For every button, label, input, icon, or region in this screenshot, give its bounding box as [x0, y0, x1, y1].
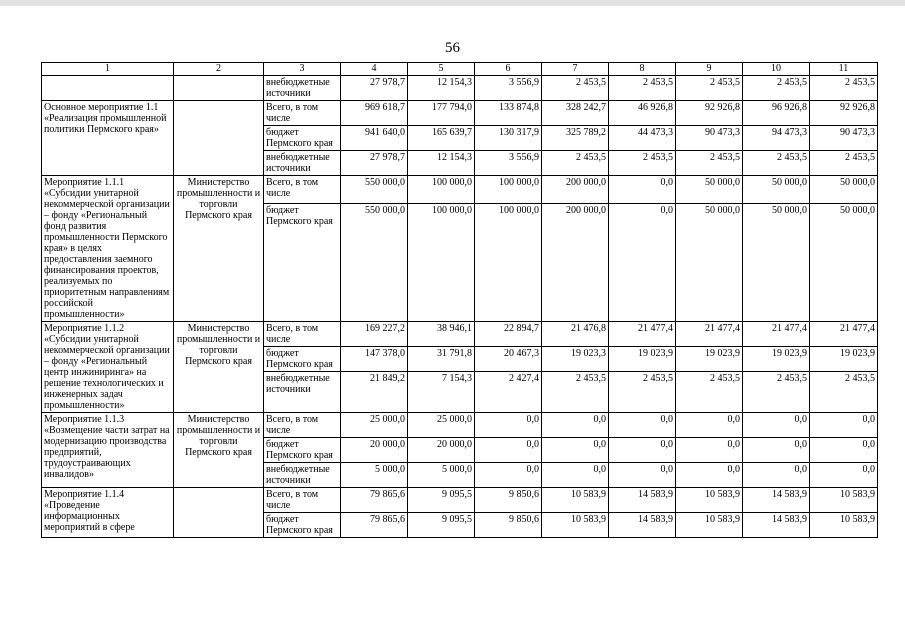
amount-cell: 5 000,0 [341, 463, 408, 488]
amount-cell: 941 640,0 [341, 126, 408, 151]
amount-cell: 0,0 [475, 438, 542, 463]
funding-source-cell: Всего, в том числе [264, 488, 341, 513]
amount-cell: 2 453,5 [542, 372, 609, 413]
funding-source-cell: внебюджетные источники [264, 151, 341, 176]
col-header: 6 [475, 63, 542, 76]
amount-cell: 20 000,0 [341, 438, 408, 463]
funding-source-cell: внебюджетные источники [264, 372, 341, 413]
amount-cell: 2 453,5 [676, 372, 743, 413]
funding-source-cell: Всего, в том числе [264, 101, 341, 126]
amount-cell: 0,0 [743, 438, 810, 463]
amount-cell: 9 850,6 [475, 488, 542, 513]
table-body [42, 76, 878, 538]
amount-cell: 19 023,9 [609, 347, 676, 372]
amount-cell: 0,0 [743, 413, 810, 438]
funding-source-cell: внебюджетные источники [264, 76, 341, 101]
amount-cell: 12 154,3 [408, 151, 475, 176]
amount-cell: 328 242,7 [542, 101, 609, 126]
amount-cell: 2 453,5 [609, 151, 676, 176]
activity-cell: Основное мероприятие 1.1 «Реализация промышленной политики Пермского края» [42, 101, 174, 176]
amount-cell: 31 791,8 [408, 347, 475, 372]
amount-cell: 25 000,0 [341, 413, 408, 438]
amount-cell: 5 000,0 [408, 463, 475, 488]
amount-cell: 2 453,5 [743, 76, 810, 101]
amount-cell: 2 453,5 [542, 76, 609, 101]
amount-cell: 0,0 [810, 438, 878, 463]
executor-cell [174, 101, 264, 176]
funding-source-cell: бюджет Пермского края [264, 513, 341, 538]
amount-cell: 133 874,8 [475, 101, 542, 126]
amount-cell: 94 473,3 [743, 126, 810, 151]
col-header: 9 [676, 63, 743, 76]
col-header: 4 [341, 63, 408, 76]
amount-cell: 177 794,0 [408, 101, 475, 126]
amount-cell: 14 583,9 [609, 488, 676, 513]
funding-source-cell: Всего, в том числе [264, 322, 341, 347]
amount-cell: 9 850,6 [475, 513, 542, 538]
amount-cell: 38 946,1 [408, 322, 475, 347]
funding-source-cell: Всего, в том числе [264, 413, 341, 438]
amount-cell: 90 473,3 [676, 126, 743, 151]
amount-cell: 25 000,0 [408, 413, 475, 438]
amount-cell: 10 583,9 [542, 488, 609, 513]
amount-cell: 44 473,3 [609, 126, 676, 151]
col-header: 1 [42, 63, 174, 76]
amount-cell: 550 000,0 [341, 204, 408, 322]
amount-cell: 50 000,0 [810, 176, 878, 204]
amount-cell: 27 978,7 [341, 76, 408, 101]
amount-cell: 2 453,5 [810, 76, 878, 101]
amount-cell: 165 639,7 [408, 126, 475, 151]
amount-cell: 79 865,6 [341, 513, 408, 538]
amount-cell: 130 317,9 [475, 126, 542, 151]
funding-source-cell: бюджет Пермского края [264, 347, 341, 372]
amount-cell: 21 849,2 [341, 372, 408, 413]
amount-cell: 100 000,0 [408, 204, 475, 322]
amount-cell: 325 789,2 [542, 126, 609, 151]
executor-cell: Министерство промышленности и торговли Пермского края [174, 413, 264, 488]
table-row [42, 413, 878, 438]
amount-cell: 50 000,0 [743, 204, 810, 322]
amount-cell: 50 000,0 [676, 176, 743, 204]
table-row [42, 101, 878, 126]
amount-cell: 0,0 [676, 413, 743, 438]
activity-cell: Мероприятие 1.1.4 «Проведение информационных мероприятий в сфере [42, 488, 174, 538]
col-header: 10 [743, 63, 810, 76]
amount-cell: 0,0 [609, 463, 676, 488]
col-header: 8 [609, 63, 676, 76]
table-row [42, 176, 878, 204]
amount-cell: 79 865,6 [341, 488, 408, 513]
amount-cell: 90 473,3 [810, 126, 878, 151]
amount-cell: 21 477,4 [676, 322, 743, 347]
amount-cell: 0,0 [542, 463, 609, 488]
amount-cell: 2 453,5 [810, 151, 878, 176]
amount-cell: 169 227,2 [341, 322, 408, 347]
amount-cell: 10 583,9 [676, 488, 743, 513]
amount-cell: 21 477,4 [810, 322, 878, 347]
table-row [42, 488, 878, 513]
col-header: 7 [542, 63, 609, 76]
funding-source-cell: внебюджетные источники [264, 463, 341, 488]
amount-cell: 92 926,8 [810, 101, 878, 126]
amount-cell: 2 453,5 [676, 76, 743, 101]
amount-cell: 50 000,0 [743, 176, 810, 204]
amount-cell: 100 000,0 [475, 176, 542, 204]
amount-cell: 0,0 [475, 463, 542, 488]
activity-cell: Мероприятие 1.1.2 «Субсидии унитарной некоммерческой организации – фонду «Региональный центр инжиниринга» на решение технологических и инженерных задач промышленности» [42, 322, 174, 413]
amount-cell: 0,0 [676, 438, 743, 463]
funding-source-cell: бюджет Пермского края [264, 204, 341, 322]
amount-cell: 100 000,0 [475, 204, 542, 322]
amount-cell: 3 556,9 [475, 151, 542, 176]
activity-cell: Мероприятие 1.1.3 «Возмещение части затрат на модернизацию производства предприятий, трудоустраивающих инвалидов» [42, 413, 174, 488]
amount-cell: 21 477,4 [743, 322, 810, 347]
amount-cell: 92 926,8 [676, 101, 743, 126]
amount-cell: 21 476,8 [542, 322, 609, 347]
amount-cell: 19 023,9 [676, 347, 743, 372]
amount-cell: 9 095,5 [408, 488, 475, 513]
amount-cell: 100 000,0 [408, 176, 475, 204]
amount-cell: 200 000,0 [542, 204, 609, 322]
amount-cell: 10 583,9 [676, 513, 743, 538]
amount-cell: 10 583,9 [810, 513, 878, 538]
amount-cell: 0,0 [810, 463, 878, 488]
amount-cell: 19 023,9 [743, 347, 810, 372]
amount-cell: 0,0 [609, 438, 676, 463]
executor-cell [174, 488, 264, 538]
amount-cell: 2 453,5 [743, 151, 810, 176]
amount-cell: 14 583,9 [743, 513, 810, 538]
amount-cell: 2 453,5 [676, 151, 743, 176]
amount-cell: 20 467,3 [475, 347, 542, 372]
amount-cell: 147 378,0 [341, 347, 408, 372]
executor-cell: Министерство промышленности и торговли Пермского края [174, 176, 264, 322]
amount-cell: 0,0 [810, 413, 878, 438]
amount-cell: 7 154,3 [408, 372, 475, 413]
amount-cell: 2 453,5 [743, 372, 810, 413]
amount-cell: 22 894,7 [475, 322, 542, 347]
amount-cell: 21 477,4 [609, 322, 676, 347]
amount-cell: 0,0 [542, 413, 609, 438]
amount-cell: 14 583,9 [743, 488, 810, 513]
amount-cell: 2 453,5 [609, 372, 676, 413]
amount-cell: 10 583,9 [542, 513, 609, 538]
funding-source-cell: Всего, в том числе [264, 176, 341, 204]
col-header: 11 [810, 63, 878, 76]
amount-cell: 27 978,7 [341, 151, 408, 176]
funding-source-cell: бюджет Пермского края [264, 438, 341, 463]
amount-cell: 9 095,5 [408, 513, 475, 538]
executor-cell [174, 76, 264, 101]
amount-cell: 200 000,0 [542, 176, 609, 204]
amount-cell: 10 583,9 [810, 488, 878, 513]
amount-cell: 20 000,0 [408, 438, 475, 463]
scan-top-edge [0, 0, 905, 6]
amount-cell: 0,0 [475, 413, 542, 438]
col-header: 2 [174, 63, 264, 76]
header-row [42, 63, 878, 76]
amount-cell: 2 427,4 [475, 372, 542, 413]
col-header: 5 [408, 63, 475, 76]
amount-cell: 12 154,3 [408, 76, 475, 101]
amount-cell: 3 556,9 [475, 76, 542, 101]
amount-cell: 19 023,9 [810, 347, 878, 372]
amount-cell: 0,0 [609, 176, 676, 204]
amount-cell: 96 926,8 [743, 101, 810, 126]
budget-table [41, 62, 878, 538]
amount-cell: 0,0 [609, 204, 676, 322]
activity-cell: Мероприятие 1.1.1 «Субсидии унитарной некоммерческой организации – фонду «Региональный фонд развития промышленности Пермского края» в целях предоставления заемного финансирования проектов, реализуемых по приоритетным направлениям российской промышленности» [42, 176, 174, 322]
amount-cell: 969 618,7 [341, 101, 408, 126]
page-number: 56 [445, 40, 460, 56]
executor-cell: Министерство промышленности и торговли Пермского края [174, 322, 264, 413]
amount-cell: 2 453,5 [810, 372, 878, 413]
amount-cell: 0,0 [542, 438, 609, 463]
amount-cell: 46 926,8 [609, 101, 676, 126]
amount-cell: 2 453,5 [609, 76, 676, 101]
amount-cell: 19 023,3 [542, 347, 609, 372]
amount-cell: 550 000,0 [341, 176, 408, 204]
amount-cell: 2 453,5 [542, 151, 609, 176]
table-row [42, 76, 878, 101]
col-header: 3 [264, 63, 341, 76]
funding-source-cell: бюджет Пермского края [264, 126, 341, 151]
amount-cell: 50 000,0 [676, 204, 743, 322]
table-row [42, 322, 878, 347]
amount-cell: 0,0 [676, 463, 743, 488]
amount-cell: 50 000,0 [810, 204, 878, 322]
amount-cell: 0,0 [743, 463, 810, 488]
amount-cell: 14 583,9 [609, 513, 676, 538]
activity-cell [42, 76, 174, 101]
amount-cell: 0,0 [609, 413, 676, 438]
